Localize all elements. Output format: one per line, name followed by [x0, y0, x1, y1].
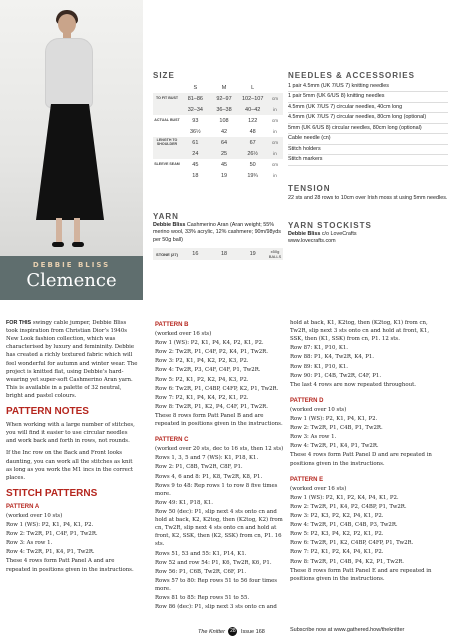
size-value: 25 — [220, 150, 228, 157]
needle-item: Stitch holders — [288, 145, 448, 155]
pattern-d-title: PATTERN D — [290, 397, 324, 404]
pattern-line: Rows 9 to 48: Rep rows 1 to row 8 five times more. — [155, 482, 278, 497]
column-2 — [155, 319, 287, 612]
pattern-line: Row 49: K1, P18, K1. — [155, 499, 213, 506]
pattern-line: Row 5: P2, K1, P2, K2, P4, K3, P2. — [155, 376, 249, 383]
size-value: 32–34 — [187, 106, 203, 113]
size-unit: cm — [272, 96, 279, 101]
stitch-heading: STITCH PATTERNS — [6, 487, 98, 499]
pattern-line: Row 6: Tw2R, P1, C4BP, C4FP, K2, P1, Tw2R. — [155, 385, 279, 392]
notes-heading: PATTERN NOTES — [6, 406, 89, 418]
model-shoe — [52, 242, 64, 247]
model-leg — [74, 218, 80, 244]
pattern-c-body — [155, 445, 287, 611]
size-value: 36–38 — [216, 106, 232, 113]
stockist-brand: Debbie Bliss — [288, 231, 321, 237]
pattern-a-body — [6, 512, 138, 574]
size-value: 19¾ — [247, 172, 259, 179]
size-value: 45 — [192, 161, 199, 168]
pattern-line: Row 2: P1, C8B, Tw2R, C8F, P1. — [155, 464, 243, 471]
pattern-line: (worked over 10 sts) — [290, 406, 347, 413]
stockists-text — [288, 231, 448, 246]
pattern-line: Row 6: Tw2R, P1, K2, C4BP, C4FP, P1, Tw2R. — [290, 540, 414, 547]
size-heading: SIZE — [153, 71, 175, 80]
model-photo — [0, 0, 143, 256]
size-row — [153, 170, 283, 181]
needle-item: 5mm (UK 6/US 8) circular needles, 80cm long (optional) — [288, 124, 448, 134]
intro-lead: FOR THIS — [6, 320, 32, 326]
column-3 — [290, 319, 440, 584]
size-unit: in — [273, 107, 277, 112]
pattern-b-body — [155, 330, 287, 428]
size-unit: in — [273, 129, 277, 134]
size-row — [153, 93, 283, 104]
tension-heading: TENSION — [288, 184, 331, 193]
pattern-line: Rows 81 to 85: Rep rows 51 to 55. — [155, 595, 250, 602]
needle-item: Stitch markers — [288, 155, 448, 165]
model-head — [58, 14, 76, 34]
size-value: 24 — [192, 150, 199, 157]
yarn-brand: Debbie Bliss — [153, 222, 186, 228]
size-value: 36½ — [189, 128, 201, 135]
footer-magazine — [198, 627, 265, 636]
pattern-line: (worked over 10 sts) — [6, 512, 63, 519]
pattern-line: Row 4: Tw2R, P1, K4, P1, Tw2R. — [6, 549, 95, 556]
needle-item: 4.5mm (UK 7/US 7) circular needles, 40cm long — [288, 103, 448, 113]
yarn-heading: YARN — [153, 212, 179, 221]
pattern-line: Row 3: P2, K1, P4, K2, P2, K3, P2. — [155, 358, 249, 365]
size-row-label: TO FIT BUST — [155, 95, 179, 100]
size-value: 48 — [249, 128, 256, 135]
pattern-line: Rows 1, 3, 5 and 7 (WS): K1, P18, K1. — [155, 455, 259, 462]
pattern-line: Row 50 (dec): P1, slip next 4 sts onto cn and hold at back, K2, K2tog, then (K2tog, K2) from cn, Tw2R, slip next 4 sts onto cn and hold at front, K2, SSK, then (K2, SSK) from cn, P1. 16 sts. — [155, 508, 283, 548]
pattern-a-title: PATTERN A — [6, 503, 40, 510]
size-header-row — [153, 82, 283, 93]
size-value: 42 — [220, 128, 228, 135]
pattern-line: Row 4: Tw2R, P1, K4, P1, Tw2R. — [290, 443, 379, 450]
size-row-label: LENGTH TO SHOULDER — [156, 137, 178, 146]
model-shoe — [72, 242, 84, 247]
size-value: 50 — [249, 161, 256, 168]
pattern-line: Row 86 (dec): P1, slip next 3 sts onto cn and — [155, 604, 277, 611]
yarn-description — [153, 222, 283, 244]
pattern-line: Row 2: Tw2R, P1, K4, P2, C4BP, P1, Tw2R. — [290, 503, 407, 510]
pattern-line: Row 87: K1, P10, K1. — [290, 345, 348, 352]
size-col: L — [251, 84, 255, 91]
size-value: 40–42 — [245, 106, 261, 113]
size-value: 64 — [220, 139, 228, 146]
pattern-line: Row 52 and row 54: P1, K6, Tw2R, K6, P1. — [155, 559, 272, 566]
pattern-line: Row 4: Tw2R, P1, C4B, C4B, P3, Tw2R. — [290, 522, 398, 529]
stockist-detail: c/o LoveCrafts — [320, 231, 357, 237]
pattern-line: (worked over 16 sts) — [290, 485, 347, 492]
pattern-line: Row 56: P1, C6B, Tw2R, C6F, P1. — [155, 568, 247, 575]
size-row — [153, 159, 283, 170]
notes-paragraph: If the Inc row on the Back and Front looks daunting, you can work all the stitches as knit as long as you work the M1 incs in the correct places. — [6, 450, 134, 481]
size-value: 102–107 — [241, 95, 264, 102]
hero-panel — [0, 0, 143, 300]
size-row — [153, 137, 283, 148]
size-value: 26½ — [247, 150, 259, 157]
designer-name: DEBBIE BLISS — [32, 261, 111, 269]
pattern-line: These 4 rows form Patt Panel D and are repeated in positions given in the instructions. — [290, 452, 432, 467]
pattern-line: These 4 rows form Patt Panel A and are repeated in positions given in the instructions. — [6, 558, 134, 573]
size-row — [153, 115, 283, 126]
pattern-line: Row 2: Tw2R, P1, C4B, P1, Tw2R. — [290, 425, 383, 432]
notes-paragraph: When working with a large number of stitches, you will find it easier to use circular needles and work back and forth in rows, not rounds. — [6, 422, 135, 445]
pattern-e-title: PATTERN E — [290, 476, 324, 483]
pattern-line: (worked over 20 sts, dec to 16 sts, then 12 sts) — [155, 446, 284, 453]
size-value: 92–97 — [216, 95, 232, 102]
size-unit: cm — [272, 162, 279, 167]
pattern-line: Row 2: Tw2R, P1, C4F, P2, K4, P1, Tw2R. — [155, 349, 268, 356]
pattern-c-continued — [290, 319, 440, 389]
pattern-line: Row 2: Tw2R, P1, C4F, P1, Tw2R. — [6, 531, 98, 538]
size-value: 108 — [219, 117, 229, 124]
size-value: 45 — [220, 161, 228, 168]
size-value: 18 — [192, 172, 199, 179]
pattern-line: Row 1 (WS): P2, K1, P4, K1, P2. — [290, 415, 378, 422]
yarn-quantity-row — [153, 248, 283, 260]
size-unit: in — [273, 151, 277, 156]
size-unit: in — [273, 173, 277, 178]
pattern-line: These 8 rows form Patt Panel B and are repeated in positions given in the instructions. — [155, 412, 283, 428]
model-skirt — [36, 104, 104, 220]
size-value: 19 — [220, 172, 228, 179]
yarn-shade: STONE (27) — [156, 251, 178, 257]
pattern-line: Row 1 (WS): P2, K1, P2, K4, P4, K1, P2. — [290, 494, 399, 501]
size-row — [153, 104, 283, 115]
size-value: 81–86 — [187, 95, 203, 102]
pattern-line: Row 7: P2, K1, P4, K4, P2, K1, P2. — [155, 394, 249, 401]
pattern-line: hold at back, K1, K2tog, then (K2tog, K1) from cn, Tw2R, slip next 3 sts onto cn and hold at front, K1, SSK, then (K1, SSK) from cn, P1. 12 sts. — [290, 320, 430, 343]
stockist-url[interactable]: www.lovecrafts.com — [288, 238, 336, 245]
pattern-e-body — [290, 485, 440, 583]
size-table — [153, 82, 283, 181]
size-row-label: ACTUAL BUST — [154, 117, 180, 122]
footer — [0, 622, 453, 640]
needle-item: 1 pair 4.5mm (UK 7/US 7) knitting needles — [288, 82, 448, 92]
pattern-line: Row 3: P2, K3, P2, K2, P4, K1, P2. — [290, 512, 384, 519]
stockists-heading: YARN STOCKISTS — [288, 221, 372, 230]
pattern-line: Row 5: P2, K3, P4, K2, P2, K1, P2. — [290, 531, 384, 538]
pattern-line: Row 90: P1, C4B, Tw2R, C4F, P1. — [290, 372, 382, 379]
pattern-line: Row 8: Tw2R, P1, K2, P4, C4F, P1, Tw2R. — [155, 403, 268, 410]
pattern-d-body — [290, 406, 440, 468]
yarn-qty: 18 — [220, 251, 228, 257]
footer-mag-name: The Knitter — [198, 628, 225, 635]
pattern-line: Row 89: K1, P10, K1. — [290, 363, 348, 370]
pattern-line: Rows 57 to 80: Rep rows 51 to 56 four times more. — [155, 577, 278, 592]
pattern-line: Row 3: As row 1. — [6, 540, 53, 547]
needle-item: 4.5mm (UK 7/US 7) circular needles, 80cm long (optional) — [288, 113, 448, 123]
page-number: 28 — [230, 628, 236, 634]
model-jumper — [45, 38, 93, 108]
intro-paragraph — [6, 319, 138, 400]
pattern-line: Row 7: P2, K1, P2, K4, P4, K1, P2. — [290, 549, 384, 556]
column-1 — [6, 319, 138, 575]
needles-heading: NEEDLES & ACCESSORIES — [288, 71, 415, 80]
pattern-line: Rows 4, 6 and 8: P1, K8, Tw2R, K8, P1. — [155, 473, 263, 480]
size-col: S — [193, 84, 198, 91]
size-value: 61 — [192, 139, 199, 146]
pattern-line: The last 4 rows are now repeated throughout. — [290, 381, 416, 388]
size-row-label: SLEEVE SEAM — [154, 161, 180, 166]
pattern-line: Row 4: Tw2R, P3, C4F, C4F, P1, Tw2R. — [155, 367, 261, 374]
pattern-title: Clemence — [26, 270, 117, 291]
pattern-line: Row 8: Tw2R, P1, C4B, P4, K2, P1, Tw2R. — [290, 558, 405, 565]
size-row — [153, 148, 283, 159]
pattern-b-title: PATTERN B — [155, 322, 189, 328]
model-leg — [56, 218, 62, 244]
needle-item: Cable needle (cn) — [288, 134, 448, 144]
yarn-detail: Cashmerino Aran (Aran weight; 55% merino wool, 33% acrylic, 12% cashmere; 90m/98yds per 50g ball) — [153, 222, 281, 243]
size-unit: cm — [272, 140, 279, 145]
size-value: 67 — [249, 139, 256, 146]
pattern-line: Row 88: P1, K4, Tw2R, K4, P1. — [290, 354, 374, 361]
yarn-qty: 19 — [249, 251, 256, 257]
tension-text: 22 sts and 28 rows to 10cm over Irish moss st using 5mm needles. — [288, 195, 448, 201]
footer-issue: Issue 168 — [240, 628, 265, 635]
intro-text: swingy cable jumper, Debbie Bliss took inspiration from Christian Dior’s 1940s New Look fashion collection, which was characterised by luxury and femininity. Debbie has created a richly textured fabric which will feel wonderful for autumn and winter wear. The project is knitted flat, using Debbie’s hard-wearing yet super-soft Cashmerino Aran yarn. This is available in a palette of 32 neutral, bright and pastel colours. — [6, 320, 138, 399]
pattern-line: Row 1 (WS): P2, K1, P4, K1, P2. — [6, 521, 94, 528]
needle-item: 1 pair 5mm (UK 6/US 8) knitting needles — [288, 92, 448, 102]
size-value: 93 — [192, 117, 199, 124]
pattern-c-title: PATTERN C — [155, 437, 189, 444]
pattern-line: (worked over 16 sts) — [155, 331, 212, 337]
yarn-unit: x50g BALLS — [268, 249, 282, 259]
pattern-line: Rows 51, 53 and 55: K1, P14, K1. — [155, 550, 247, 557]
pattern-line: Row 1 (WS): P2, K1, P4, K4, P2, K1, P2. — [155, 340, 264, 347]
needles-list — [288, 82, 448, 166]
size-row — [153, 126, 283, 137]
size-value: 122 — [248, 117, 258, 124]
pattern-line: These 8 rows form Patt Panel E and are repeated in positions given in the instructions. — [290, 567, 432, 582]
footer-subscribe[interactable]: Subscribe now at www.gathered.how/theknitter — [290, 627, 405, 633]
pattern-line: Row 3: As row 1. — [290, 434, 337, 441]
size-unit: cm — [272, 118, 279, 123]
yarn-qty: 16 — [192, 251, 199, 257]
size-col: M — [221, 84, 227, 91]
